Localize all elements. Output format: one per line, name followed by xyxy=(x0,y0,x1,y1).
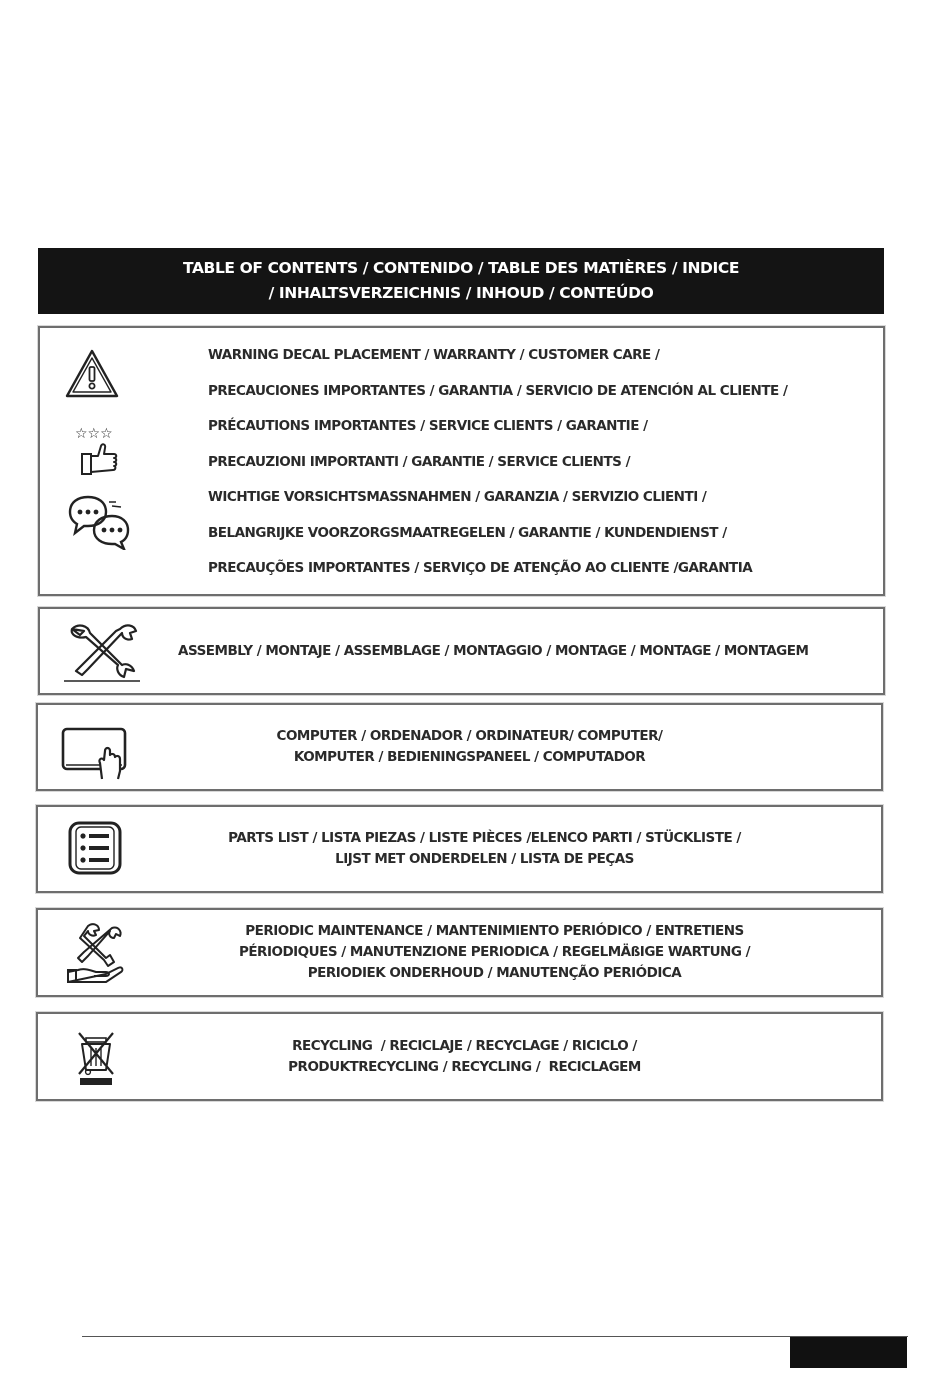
footer-rule xyxy=(82,1336,908,1337)
svg-text:☆☆☆: ☆☆☆ xyxy=(75,426,113,442)
thumbs-up-stars-icon xyxy=(74,426,126,476)
maintenance-entry-text xyxy=(188,910,801,995)
warning-line-6: BELANGRIJKE VOORZORGSMAATREGELEN / GARANTIE / KUNDENDIENST / xyxy=(208,524,727,541)
warning-triangle-icon xyxy=(64,348,120,400)
warning-line-4: PRECAUZIONI IMPORTANTI / GARANTIE / SERVICE CLIENTS / xyxy=(208,453,631,470)
warning-entry-text xyxy=(208,344,787,593)
maintenance-line-2: PÉRIODIQUES / MANUTENZIONE PERIODICA / REGELMÄßIGE WARTUNG / xyxy=(238,944,751,960)
parts-line-2: LIJST MET ONDERDELEN / LISTA DE PEÇAS xyxy=(335,851,634,867)
warning-line-1: WARNING DECAL PLACEMENT / WARRANTY / CUSTOMER CARE / xyxy=(208,347,660,363)
maintenance-line-1: PERIODIC MAINTENANCE / MANTENIMIENTO PERIÓDICO / ENTRETIENS xyxy=(245,923,744,939)
toc-entry-maintenance[interactable] xyxy=(36,908,883,997)
recycling-entry-text xyxy=(238,1014,691,1099)
maintenance-line-3: PERIODIEK ONDERHOUD / MANUTENÇÃO PERIÓDICA xyxy=(307,965,682,981)
parts-line-1: PARTS LIST / LISTA PIEZAS / LISTE PIÈCES /ELENCO PARTI / STÜCKLISTE / xyxy=(228,830,741,846)
assembly-line-1: ASSEMBLY / MONTAJE / ASSEMBLAGE / MONTAGGIO / MONTAGE / MONTAGE / MONTAGEM xyxy=(178,643,809,659)
list-icon xyxy=(68,821,122,875)
warning-line-5: WICHTIGE VORSICHTSMASSNAHMEN / GARANZIA / SERVIZIO CLIENTI / xyxy=(208,489,707,505)
toc-entry-parts-list[interactable] xyxy=(36,805,883,893)
computer-line-2: KOMPUTER / BEDIENINGSPANEEL / COMPUTADOR xyxy=(293,749,646,765)
page-number-tab xyxy=(790,1337,907,1368)
toc-entry-warnings[interactable] xyxy=(38,326,885,596)
toc-entry-recycling[interactable] xyxy=(36,1012,883,1101)
recycling-line-1: RECYCLING / RECICLAJE / RECYCLAGE / RICICLO / xyxy=(292,1037,637,1054)
warning-line-2: PRECAUCIONES IMPORTANTES / GARANTIA / SERVICIO DE ATENCIÓN AL CLIENTE / xyxy=(208,382,788,399)
touch-screen-icon xyxy=(60,725,130,781)
recycling-line-2: PRODUKTRECYCLING / RECYCLING / RECICLAGEM xyxy=(288,1058,641,1075)
assembly-entry-text xyxy=(178,609,808,693)
crossed-bin-icon xyxy=(76,1030,116,1086)
maintenance-hand-tools-icon xyxy=(66,922,126,984)
computer-line-1: COMPUTER / ORDENADOR / ORDINATEUR/ COMPUTER/ xyxy=(276,728,663,744)
warning-line-3: PRÉCAUTIONS IMPORTANTES / SERVICE CLIENTS / GARANTIE / xyxy=(208,418,648,434)
toc-title-line-2: / INHALTSVERZEICHNIS / INHOUD / CONTEÚDO xyxy=(268,284,654,302)
parts-entry-text xyxy=(188,807,781,891)
toc-header xyxy=(38,248,884,314)
toc-entry-assembly[interactable] xyxy=(38,607,885,695)
toc-entry-computer[interactable] xyxy=(36,703,883,791)
warning-line-7: PRECAUÇÕES IMPORTANTES / SERVIÇO DE ATENÇÃO AO CLIENTE /GARANTIA xyxy=(208,560,753,576)
toc-title-line-1: TABLE OF CONTENTS / CONTENIDO / TABLE DES MATIÈRES / INDICE xyxy=(182,259,740,277)
chat-bubbles-icon xyxy=(66,494,132,550)
wrench-screwdriver-icon xyxy=(62,621,142,683)
computer-entry-text xyxy=(208,705,731,789)
